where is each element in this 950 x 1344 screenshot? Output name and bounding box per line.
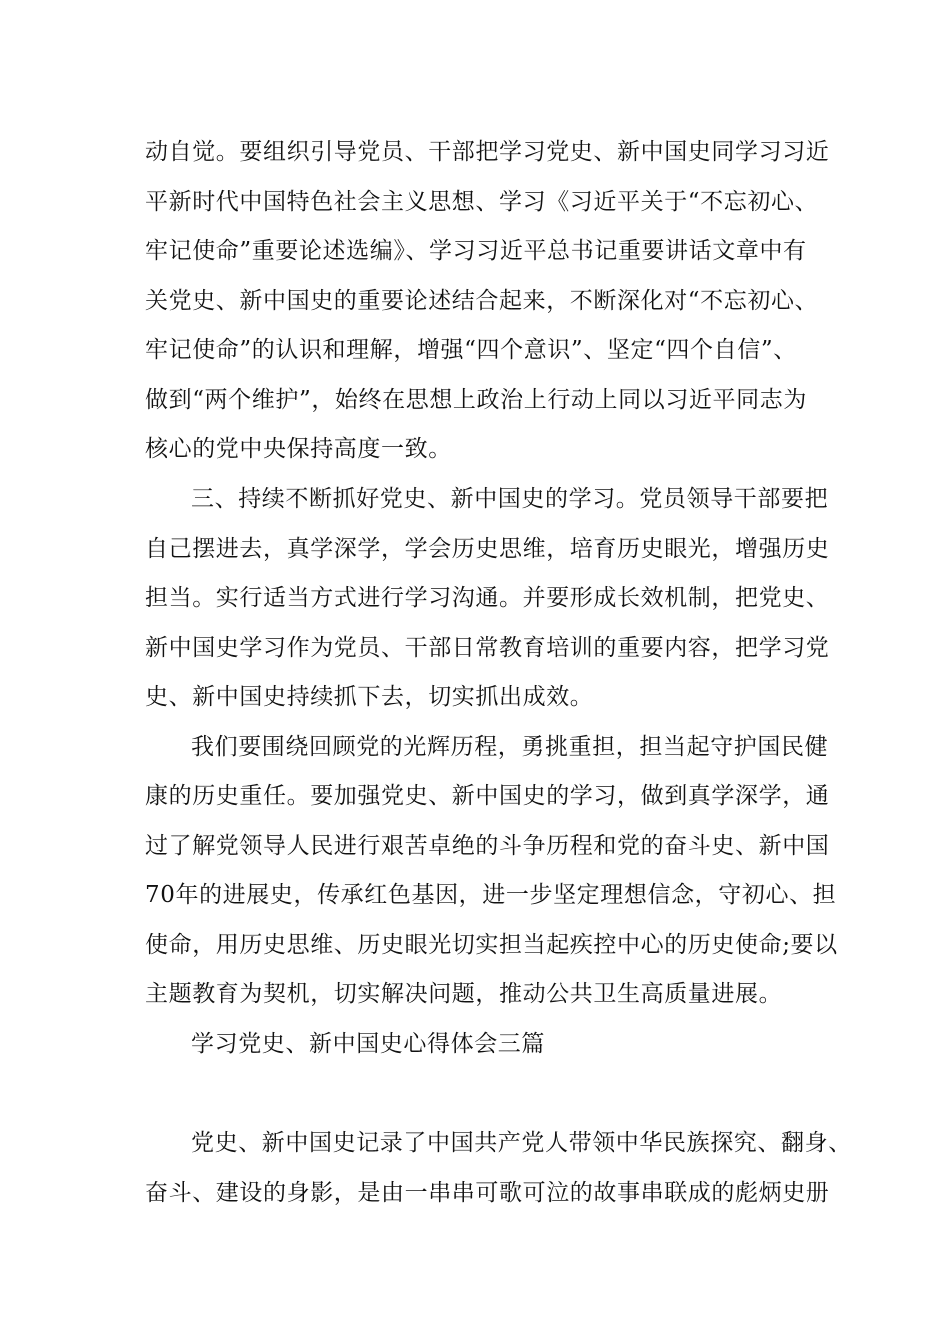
text-line-3: 牢记使命”重要论述选编》、学习习近平总书记重要讲话文章中有 — [145, 238, 807, 264]
text-line-14: 康的历史重任。要加强党史、新中国史的学习，做到真学深学，通 — [145, 783, 830, 809]
text-line-12: 史、新中国史持续抓下去，切实抓出成效。 — [145, 684, 594, 710]
text-line-15: 过了解党领导人民进行艰苦卓绝的斗争历程和党的奋斗史、新中国 — [145, 833, 830, 859]
text-line-17: 使命，用历史思维、历史眼光切实担当起疾控中心的历史使命;要以 — [145, 932, 838, 958]
text-line-10: 担当。实行适当方式进行学习沟通。并要形成长效机制，把党史、 — [145, 585, 830, 611]
text-line-1: 动自觉。要组织引导党员、干部把学习党史、新中国史同学习习近 — [145, 139, 830, 165]
text-line-4: 关党史、新中国史的重要论述结合起来，不断深化对“不忘初心、 — [145, 288, 819, 314]
text-line-20: 党史、新中国史记录了中国共产党人带领中华民族探究、翻身、 — [191, 1130, 852, 1156]
text-line-2: 平新时代中国特色社会主义思想、学习《习近平关于“不忘初心、 — [145, 189, 819, 215]
text-line-8: 三、持续不断抓好党史、新中国史的学习。党员领导干部要把 — [191, 486, 829, 512]
text-line-16: 70年的进展史，传承红色基因，进一步坚定理想信念，守初心、担 — [145, 882, 837, 908]
text-line-13: 我们要围绕回顾党的光辉历程，勇挑重担，担当起守护国民健 — [191, 734, 829, 760]
section-heading: 学习党史、新中国史心得体会三篇 — [191, 1031, 545, 1057]
text-line-5: 牢记使命”的认识和理解，增强“四个意识”、坚定“四个自信”、 — [145, 337, 797, 363]
text-line-11: 新中国史学习作为党员、干部日常教育培训的重要内容，把学习党 — [145, 635, 830, 661]
text-line-7: 核心的党中央保持高度一致。 — [145, 436, 452, 462]
text-line-21: 奋斗、建设的身影，是由一串串可歌可泣的故事串联成的彪炳史册 — [145, 1180, 830, 1206]
text-line-9: 自己摆进去，真学深学，学会历史思维，培育历史眼光，增强历史 — [145, 536, 830, 562]
text-line-6: 做到“两个维护”，始终在思想上政治上行动上同以习近平同志为 — [145, 387, 807, 413]
text-line-18: 主题教育为契机，切实解决问题，推动公共卫生高质量进展。 — [145, 981, 783, 1007]
